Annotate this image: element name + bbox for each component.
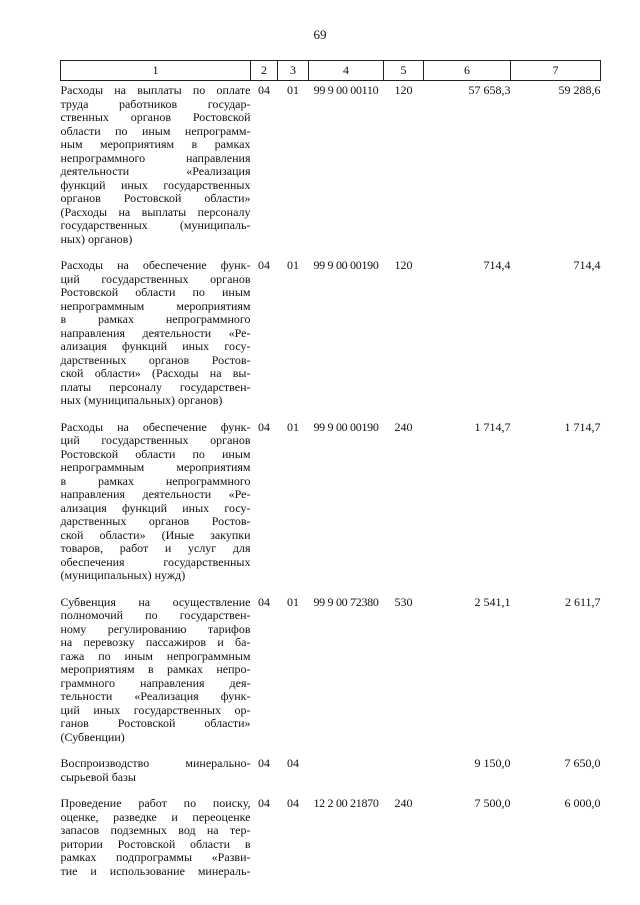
row-amount-year-2: 1 714,7 — [564, 419, 601, 434]
description-line: (Субвенции) — [60, 729, 125, 744]
description-line: ций иных государственных ор- — [60, 702, 251, 717]
row-subsection-code: 04 — [287, 756, 299, 770]
row-expense-type: 530 — [394, 594, 413, 609]
row-expense-type: 240 — [394, 419, 413, 434]
description-line: деятельности «Реализация — [60, 164, 251, 178]
row-amount-year-1: 7 500,0 — [474, 796, 511, 810]
description-line: дарственных органов Ростов- — [60, 352, 251, 367]
row-amount-year-2: 6 000,0 — [564, 796, 601, 810]
description-line: платы персоналу государствен- — [60, 379, 251, 394]
row-expense-type: 120 — [394, 83, 413, 97]
description-line: ской области» (Расходы на вы- — [60, 366, 251, 380]
row-section-code: 04 — [258, 796, 270, 810]
description-line: ций государственных органов — [60, 433, 251, 447]
table-header-row — [61, 61, 601, 81]
description-line: рамках подпрограммы «Разви- — [60, 850, 251, 864]
budget-table — [60, 60, 601, 888]
description-line: тие и использование минераль- — [60, 863, 251, 878]
row-description — [61, 418, 251, 593]
table-row — [61, 593, 601, 755]
description-line: государственных (муниципаль- — [60, 218, 251, 232]
row-target-article: 99 9 00 00190 — [313, 258, 379, 272]
row-target-article: 99 9 00 00110 — [313, 83, 379, 97]
row-description — [61, 256, 251, 418]
description-line: области по иным непрограмм- — [60, 123, 251, 138]
table-row — [61, 754, 601, 794]
row-amount-year-2: 7 650,0 — [564, 756, 601, 770]
row-description — [61, 794, 251, 888]
description-line: ному регулированию тарифов — [60, 621, 251, 636]
row-amount-year-2: 714,4 — [573, 258, 601, 272]
description-line: полномочий по государствен- — [60, 608, 251, 622]
row-description — [61, 81, 251, 257]
row-section-code: 04 — [258, 594, 270, 609]
description-line: непрограммного направления — [60, 150, 251, 165]
header-col-5: 5 — [384, 61, 424, 81]
description-line: Проведение работ по поиску, — [60, 796, 251, 810]
row-target-article: 99 9 00 72380 — [313, 594, 379, 609]
description-line: Расходы на обеспечение функ- — [60, 419, 251, 434]
description-line: Воспроизводство минерально- — [60, 756, 251, 770]
row-amount-year-1: 1 714,7 — [474, 419, 511, 434]
header-col-1: 1 — [61, 61, 251, 81]
row-expense-type — [384, 754, 424, 794]
row-target-article: 99 9 00 00190 — [313, 419, 379, 434]
row-subsection-code: 01 — [287, 83, 299, 97]
description-line: Расходы на обеспечение функ- — [60, 258, 251, 272]
description-line: тельности «Реализация функ- — [60, 689, 251, 703]
row-subsection-code: 04 — [287, 796, 299, 810]
description-line: гажа по иным непрограммным — [60, 648, 251, 663]
header-col-3: 3 — [278, 61, 309, 81]
row-amount-year-1: 57 658,3 — [468, 83, 511, 97]
description-line: направления деятельности «Ре- — [60, 325, 251, 340]
description-line: функций иных государственных — [60, 177, 251, 192]
description-line: направления деятельности «Ре- — [60, 487, 251, 501]
description-line: Ростовской области по иным — [60, 446, 251, 461]
table-row — [61, 256, 601, 418]
description-line: Субвенция на осуществление — [60, 594, 251, 609]
page-number: 69 — [313, 27, 327, 42]
row-section-code: 04 — [258, 258, 270, 272]
table-row — [61, 418, 601, 593]
header-col-2: 2 — [251, 61, 278, 81]
description-line: ской области» (Иные закупки — [60, 527, 251, 542]
description-line: труда работников государ- — [60, 96, 251, 111]
row-amount-year-1: 9 150,0 — [474, 756, 511, 770]
description-line: граммного направления дея- — [60, 675, 251, 690]
description-line: обеспечения государственных — [60, 554, 251, 569]
row-expense-type: 240 — [394, 796, 413, 810]
description-line: ализация функций иных госу- — [60, 500, 251, 515]
description-line: ализация функций иных госу- — [60, 339, 251, 353]
header-col-6: 6 — [424, 61, 511, 81]
description-line: непрограммным мероприятиям — [60, 460, 251, 474]
description-line: ций государственных органов — [60, 271, 251, 286]
row-description — [61, 754, 251, 794]
description-line: оценке, разведке и переоценке — [60, 809, 251, 824]
row-section-code: 04 — [258, 83, 270, 97]
row-subsection-code: 01 — [287, 258, 299, 272]
header-col-4: 4 — [309, 61, 384, 81]
row-expense-type: 120 — [394, 258, 413, 272]
description-line: ритории Ростовской области в — [60, 836, 251, 851]
description-line: мероприятиям в рамках непро- — [60, 662, 251, 676]
description-line: дарственных органов Ростов- — [60, 514, 251, 528]
description-line: непрограммным мероприятиям — [60, 298, 251, 313]
row-subsection-code: 01 — [287, 419, 299, 434]
description-line: в рамках непрограммного — [60, 473, 251, 488]
description-line: в рамках непрограммного — [60, 312, 251, 326]
description-line: Ростовской области по иным — [60, 285, 251, 299]
description-line: органов Ростовской области» — [60, 191, 251, 205]
table-row — [61, 794, 601, 888]
row-section-code: 04 — [258, 756, 270, 770]
header-col-7: 7 — [511, 61, 601, 81]
description-line: ных (муниципальных) органов) — [60, 393, 223, 407]
row-target-article — [309, 754, 384, 794]
row-subsection-code: 01 — [287, 594, 299, 609]
row-amount-year-2: 59 288,6 — [558, 83, 601, 97]
description-line: ных) органов) — [60, 231, 133, 246]
description-line: сырьевой базы — [60, 769, 136, 784]
table-body — [61, 81, 601, 889]
description-line: (муниципальных) нужд) — [60, 568, 186, 582]
description-line: (Расходы на выплаты персоналу — [60, 204, 251, 219]
row-description — [61, 593, 251, 755]
table-row — [61, 81, 601, 257]
description-line: запасов подземных вод на тер- — [60, 823, 251, 837]
description-line: ганов Ростовской области» — [60, 716, 251, 730]
description-line: на перевозку пассажиров и ба- — [60, 635, 251, 649]
row-amount-year-1: 2 541,1 — [474, 594, 511, 609]
row-amount-year-2: 2 611,7 — [564, 594, 601, 609]
row-target-article: 12 2 00 21870 — [313, 796, 379, 810]
row-amount-year-1: 714,4 — [483, 258, 511, 272]
description-line: Расходы на выплаты по оплате — [60, 83, 251, 97]
description-line: ственных органов Ростовской — [60, 110, 251, 124]
description-line: товаров, работ и услуг для — [60, 541, 251, 555]
row-section-code: 04 — [258, 419, 270, 434]
description-line: ным мероприятиям в рамках — [60, 137, 251, 151]
